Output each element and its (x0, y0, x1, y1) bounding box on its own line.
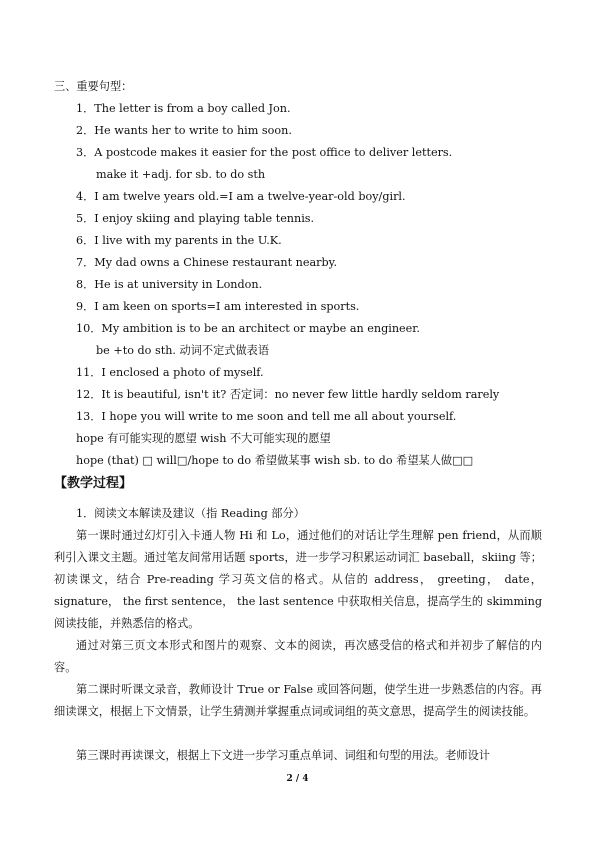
sentence-2: 2．He wants her to write to him soon. (76, 124, 292, 137)
sentence-12: 12．It is beautiful, isn't it? 否定词：no never few little hardly seldom rarely (76, 388, 500, 401)
sentence-3: 3．A postcode makes it easier for the post office to deliver letters. (76, 146, 453, 159)
paragraph-lesson-3: 第三课时再读课文，根据上下文进一步学习重点单词、词组和句型的用法。老师设计 (76, 749, 490, 762)
paragraph-page-3: 通过对第三页文本形式和图片的观察、文本的阅读，再次感受信的格式和并初步了解信的内容。 (54, 639, 542, 674)
sentence-4: 4．I am twelve years old.=I am a twelve-year-old boy/girl. (76, 190, 406, 203)
sentence-6: 6．I live with my parents in the U.K. (76, 234, 282, 247)
sentence-9: 9．I am keen on sports=I am interested in sports. (76, 300, 360, 313)
sentence-11: 11．I enclosed a photo of myself. (76, 366, 264, 379)
teaching-process-heading: 【教学过程】 (54, 476, 133, 491)
sentence-10-note: be +to do sth. 动词不定式做表语 (96, 344, 270, 357)
sentence-5: 5．I enjoy skiing and playing table tennis. (76, 212, 315, 225)
sentence-3-note: make it +adj. for sb. to do sth (96, 168, 266, 181)
sentence-13: 13．I hope you will write to me soon and tell me all about yourself. (76, 410, 457, 423)
sentence-1: 1．The letter is from a boy called Jon. (76, 102, 291, 115)
page-number: 2 / 4 (286, 774, 309, 784)
reading-subheading: 1．阅读文本解读及建议（指 Reading 部分） (76, 507, 305, 520)
sentence-8: 8．He is at university in London. (76, 278, 263, 291)
section-title: 三、重要句型： (54, 80, 133, 93)
paragraph-lesson-2: 第二课时听课文录音，教师设计 True or False 或回答问题，使学生进一步熟悉信的内容。再细读课文，根据上下文情景，让学生猜测并掌握重点词或词组的英文意思，提高学生的阅读技能。 (54, 683, 542, 718)
hope-wish-note: hope 有可能实现的愿望 wish 不大可能实现的愿望 (76, 432, 331, 445)
hope-wish-usage: hope (that) □ will□/hope to do 希望做某事 wish sb. to do 希望某人做□□ (76, 454, 474, 467)
paragraph-lesson-1: 第一课时通过幻灯引入卡通人物 Hi 和 Lo，通过他们的对话让学生理解 pen friend，从而顺利引入课文主题。通过笔友间常用话题 sports，进一步学习积累运动词汇 baseball，skiing 等；初读课文，结合 Pre-reading 学习英文信的格式。从信的 address， greeting， date，signature， the first sentence， the last sentence 中获取相关信息，提高学生的 skimming 阅读技能，并熟悉信的格式。 (54, 529, 542, 630)
sentence-7: 7．My dad owns a Chinese restaurant nearby. (76, 256, 338, 269)
sentence-10: 10．My ambition is to be an architect or maybe an engineer. (76, 322, 420, 335)
